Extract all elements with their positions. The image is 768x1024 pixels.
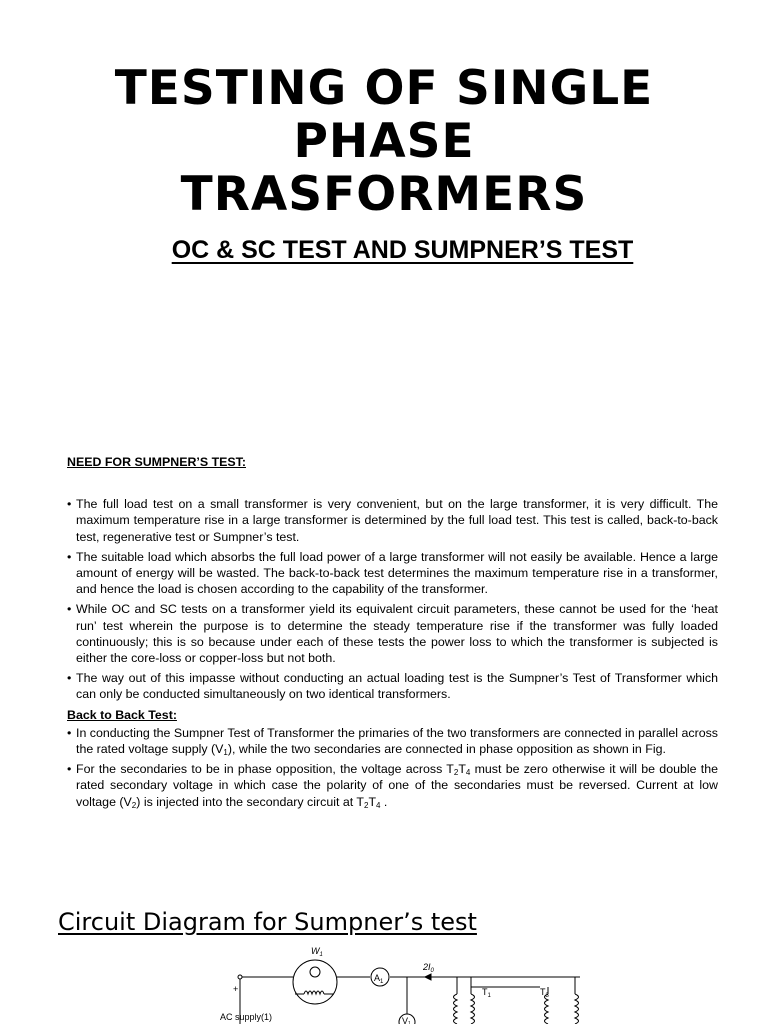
- title-line-2: PHASE: [293, 114, 475, 169]
- t1-secondary-winding: [471, 994, 475, 1024]
- page-title: [0, 62, 768, 221]
- wattmeter-coil: [310, 967, 320, 977]
- title-line-3: TRASFORMERS: [180, 167, 588, 222]
- label-v1: V1: [402, 1016, 411, 1024]
- back-to-back-bullet-2: • For the secondaries to be in phase opposition, the voltage across $T_2T_4$ must be zero otherwise it will be double the rated secondary voltage in which case the polarity of one of the secondaries must be reversed. Current at low voltage $(V_2)$ is injected into the secondary circuit at $T_2T_4$ .: [67, 761, 718, 810]
- page-subtitle: OC & SC TEST AND SUMPNER’S TEST: [171, 236, 634, 264]
- label-ac-supply: AC supply(1): [220, 1012, 273, 1022]
- title-line-1: TESTING OF SINGLE: [114, 61, 654, 116]
- back-to-back-bullet-1: • In conducting the Sumpner Test of Transformer the primaries of the two transformers are connected in parallel across the rated voltage supply $(V_1)$, while the two secondaries are connected in phase opposition as shown in Fig.: [67, 725, 718, 757]
- need-bullet-3: • While OC and SC tests on a transformer yield its equivalent circuit parameters, these cannot be used for the ‘heat run’ test wherein the purpose is to determine the steady temperature rise if the transformer was fully loaded continuously; this is so because under each of these tests the power loss to which the transformer is subjected is either the core-loss or copper-loss but not both.: [67, 601, 718, 666]
- wattmeter-current-coil: [304, 991, 324, 994]
- label-a1: $A_1$: [374, 973, 384, 985]
- supply-terminal: [238, 975, 242, 979]
- need-bullet-2: • The suitable load which absorbs the full load power of a large transformer will not easily be available. Hence a large amount of energy will be wasted. The back-to-back test determines the maximum temperature rise in a transformer, and hence the load is chosen according to the capability of the transformer.: [67, 549, 718, 598]
- need-list: [67, 496, 718, 702]
- back-to-back-heading: Back to Back Test:: [67, 707, 177, 722]
- label-w1: $W_1$: [311, 946, 323, 958]
- need-bullet-4: • The way out of this impasse without conducting an actual loading test is the Sumpner’s Test of Transformer which can only be conducted simultaneously on two identical transformers.: [67, 670, 718, 702]
- label-t1: $T_1$: [482, 987, 491, 999]
- t1-primary-winding: [454, 994, 458, 1024]
- label-plus: +: [233, 984, 239, 994]
- current-arrow: [425, 974, 431, 980]
- label-current: $2I_0$: [423, 962, 434, 974]
- label-t3: $T_3$: [540, 987, 549, 999]
- circuit-diagram: [220, 942, 600, 1024]
- circuit-diagram-title: Circuit Diagram for Sumpner’s test: [58, 908, 477, 936]
- body-content: [67, 454, 718, 814]
- back-to-back-list: [67, 725, 718, 810]
- need-bullet-1: • The full load test on a small transformer is very convenient, but on the large transformer, it is very difficult. The maximum temperature rise in a large transformer is determined by the full load test. This test is called, back-to-back test, regenerative test or Sumpner’s test.: [67, 496, 718, 545]
- need-heading: NEED FOR SUMPNER’S TEST:: [67, 455, 246, 469]
- t3-winding-right: [575, 994, 579, 1024]
